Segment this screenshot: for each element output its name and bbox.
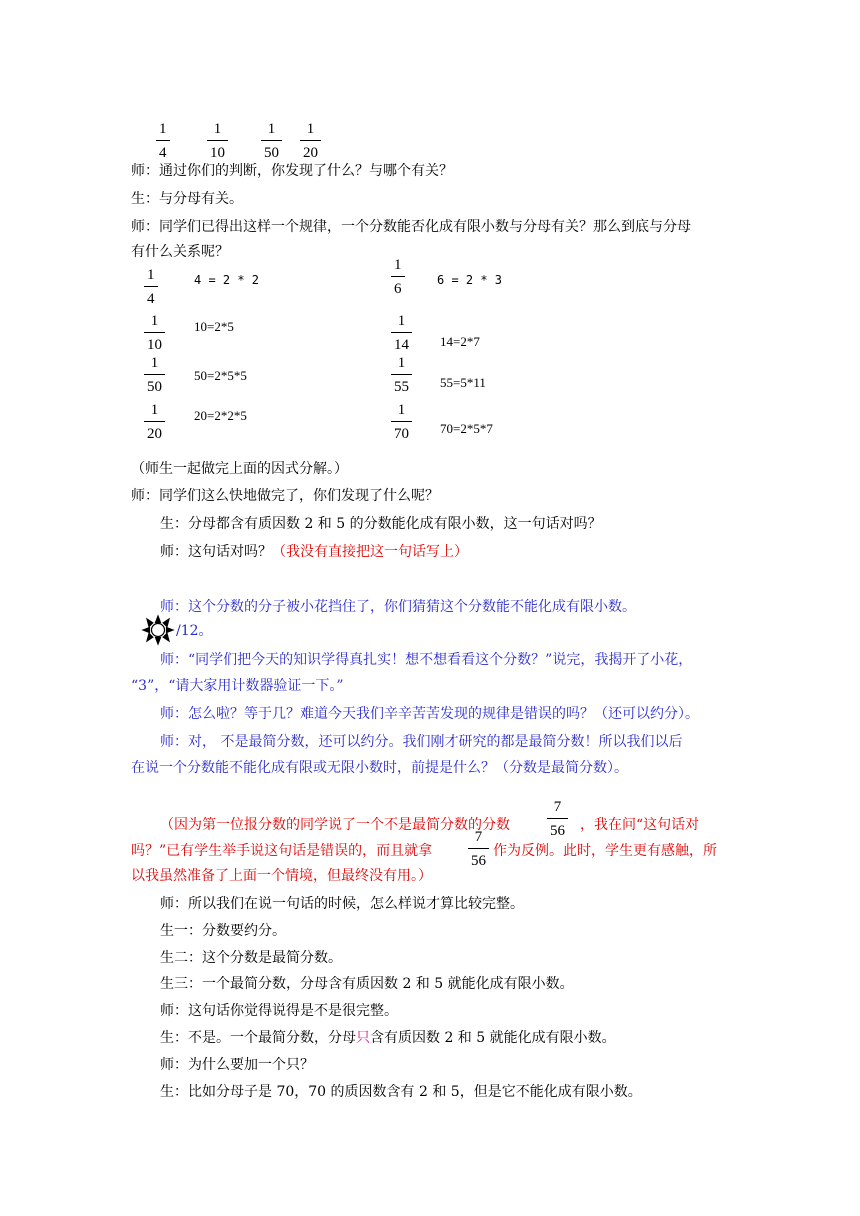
paragraph-teacher-rule-2: 有什么关系呢？	[131, 244, 229, 260]
factorization-70: 70=2*5*7	[440, 421, 493, 436]
factorization-6: 6 = 2 * 3	[437, 273, 503, 287]
grid-fraction-1-4: 1 4	[144, 266, 158, 308]
paragraph-factor-note: （师生一起做完上面的因式分解。）	[131, 461, 348, 477]
paragraph-teacher-rule-1: 师：同学们已得出这样一个规律，一个分数能否化成有限小数与分母有关？那么到底与分母	[131, 219, 691, 235]
paragraph-reveal-1: 师：“同学们把今天的知识学得真扎实！想不想看看这个分数？”说完，我揭开了小花，	[160, 652, 693, 668]
paragraph-simplest-2: 在说一个分数能不能化成有限或无限小数时，前提是什么？（分数是最简分数）。	[131, 760, 628, 776]
grid-fraction-1-50: 1 50	[144, 354, 165, 396]
factorization-10: 10=2*5	[194, 319, 234, 334]
paragraph-teacher-complete: 师：这句话你觉得说得是不是很完整。	[160, 1003, 398, 1019]
reflection-line-1a: （因为第一位报分数的同学说了一个不是最简分数的分数	[160, 817, 510, 833]
reflection-fraction-7-56-b: 7 56	[468, 828, 489, 870]
reflection-fraction-7-56-a: 7 56	[547, 798, 568, 840]
paragraph-simplest-1: 师：对， 不是最简分数，还可以约分。我们刚才研究的都是最简分数！所以我们以后	[160, 734, 683, 750]
factorization-20: 20=2*2*5	[194, 408, 247, 423]
fraction-1-4: 1 4	[156, 120, 170, 162]
reflection-line-3: 以我虽然准备了上面一个情境，但最终没有用。）	[131, 868, 432, 884]
factorization-50: 50=2*5*5	[194, 368, 247, 383]
grid-fraction-1-70: 1 70	[391, 401, 412, 443]
paragraph-student-3: 生三：一个最简分数，分母含有质因数 2 和 5 就能化成有限小数。	[160, 976, 574, 992]
paragraph-flower-hidden: 师：这个分数的分子被小花挡住了，你们猜猜这个分数能不能化成有限小数。	[160, 599, 636, 615]
paragraph-hidden-fraction: /12。	[176, 623, 213, 639]
paragraph-student-example: 生：比如分母子是 70，70 的质因数含有 2 和 5，但是它不能化成有限小数。	[160, 1084, 642, 1100]
reflection-line-1b: ，我在问“这句话对	[580, 817, 700, 833]
paragraph-student-1: 生一：分数要约分。	[160, 923, 286, 939]
fraction-1-50: 1 50	[261, 120, 282, 162]
paragraph-teacher-discover: 师：同学们这么快地做完了，你们发现了什么呢？	[131, 488, 439, 504]
grid-fraction-1-6: 1 6	[391, 256, 405, 298]
factorization-4: 4 = 2 * 2	[194, 273, 260, 287]
factorization-55: 55=5*11	[440, 375, 486, 390]
paragraph-complete-statement: 师：所以我们在说一句话的时候，怎么样说才算比较完整。	[160, 896, 524, 912]
paragraph-student-2: 生二：这个分数是最简分数。	[160, 950, 342, 966]
paragraph-reveal-2: “3”，“请大家用计数器验证一下。”	[131, 678, 344, 694]
factorization-14: 14=2*7	[440, 334, 480, 349]
reflection-line-2b: 作为反例。此时，学生更有感触，所	[493, 843, 717, 859]
fraction-1-10: 1 10	[207, 120, 228, 162]
grid-fraction-1-14: 1 14	[391, 312, 412, 354]
reflection-line-2a: 吗？”已有学生举手说这句话是错误的，而且就拿	[131, 843, 433, 859]
grid-fraction-1-10: 1 10	[144, 312, 165, 354]
fraction-1-20: 1 20	[300, 120, 321, 162]
paragraph-student-only: 生：不是。一个最简分数，分母只含有质因数 2 和 5 就能化成有限小数。	[160, 1030, 616, 1046]
grid-fraction-1-20: 1 20	[144, 401, 165, 443]
paragraph-teacher-surprise: 师：怎么啦？等于几？难道今天我们辛辛苦苦发现的规律是错误的吗？（还可以约分）。	[160, 706, 699, 722]
paragraph-student-claim: 生：分母都含有质因数 2 和 5 的分数能化成有限小数，这一句话对吗？	[160, 516, 602, 532]
grid-fraction-1-55: 1 55	[391, 354, 412, 396]
paragraph-teacher-why: 师：为什么要加一个只？	[160, 1057, 314, 1073]
paragraph-teacher-check: 师：这句话对吗？（我没有直接把这一句话写上）	[160, 544, 468, 560]
flower-icon	[140, 614, 176, 646]
paragraph-teacher-question: 师：通过你们的判断，你发现了什么？与哪个有关？	[131, 163, 453, 179]
paragraph-student-answer: 生：与分母有关。	[131, 191, 243, 207]
